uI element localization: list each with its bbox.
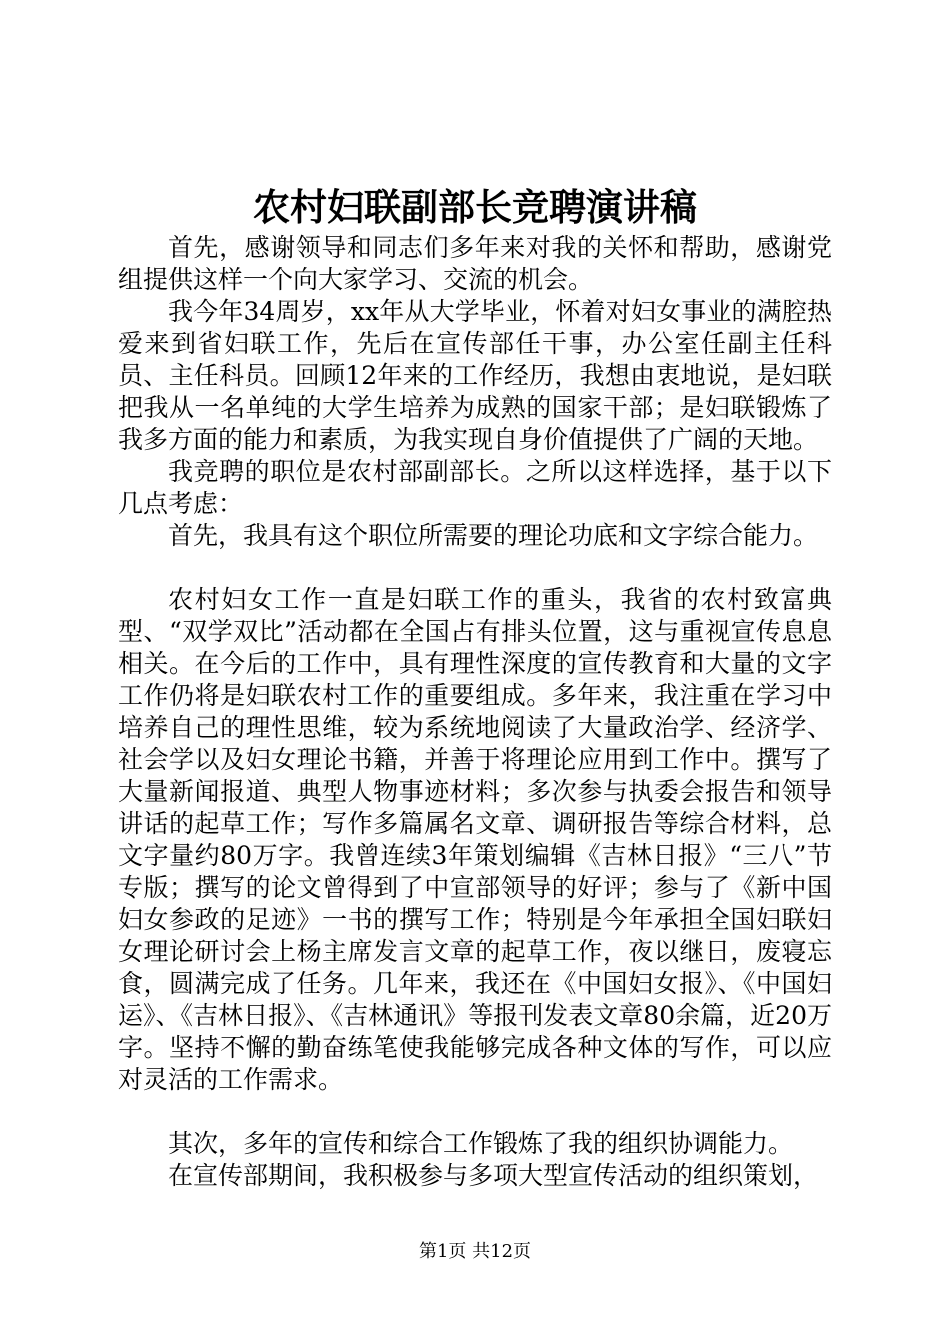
page-number-footer: 第1页 共12页 xyxy=(418,1241,532,1262)
paragraph: 首先，我具有这个职位所需要的理论功底和文字综合能力。 xyxy=(168,521,819,550)
paragraph: 农村妇女工作一直是妇联工作的重头，我省的农村致富典型、“双学双比”活动都在全国占有排头位置，这与重视宣传息息相关。在今后的工作中，具有理性深度的宣传教育和大量的文字工作仍将是妇联农村工作的重要组成。多年来，我注重在学习中培养自己的理性思维，较为系统地阅读了大量政治学、经济学、社会学以及妇女理论书籍，并善于将理论应用到工作中。撰写了大量新闻报道、典型人物事迹材料；多次参与执委会报告和领导讲话的起草工作；写作多篇属名文章、调研报告等综合材料，总文字量约80万字。我曾连续3年策划编辑《吉林日报》“三八”节专版；撰写的论文曾得到了中宣部领导的好评；参与了《新中国妇女参政的足迹》一书的撰写工作；特别是今年承担全国妇联妇女理论研讨会上杨主席发言文章的起草工作，夜以继日，废寝忘食，圆满完成了任务。几年来，我还在《中国妇女报》、《中国妇运》、《吉林日报》、《吉林通讯》等报刊发表文章80余篇，近20万字。坚持不懈的勤奋练笔使我能够完成各种文体的写作，可以应对灵活的工作需求。 xyxy=(118,585,832,1094)
document-body xyxy=(118,232,832,1192)
paragraph: 我竞聘的职位是农村部副部长。之所以这样选择，基于以下几点考虑： xyxy=(118,457,832,518)
paragraph-spacer xyxy=(118,1096,832,1128)
paragraph: 首先，感谢领导和同志们多年来对我的关怀和帮助，感谢党组提供这样一个向大家学习、交流的机会。 xyxy=(118,233,832,294)
paragraph-spacer xyxy=(118,552,832,584)
paragraph: 其次，多年的宣传和综合工作锻炼了我的组织协调能力。 xyxy=(168,1129,794,1158)
paragraph: 在宣传部期间，我积极参与多项大型宣传活动的组织策划， xyxy=(168,1161,819,1190)
paragraph: 我今年34周岁，xx年从大学毕业，怀着对妇女事业的满腔热爱来到省妇联工作，先后在宣传部任干事，办公室任副主任科员、主任科员。回顾12年来的工作经历，我想由衷地说，是妇联把我从一名单纯的大学生培养为成熟的国家干部；是妇联锻炼了我多方面的能力和素质，为我实现自身价值提供了广阔的天地。 xyxy=(118,297,832,454)
document-title: 农村妇联副部长竞聘演讲稿 xyxy=(253,185,697,229)
